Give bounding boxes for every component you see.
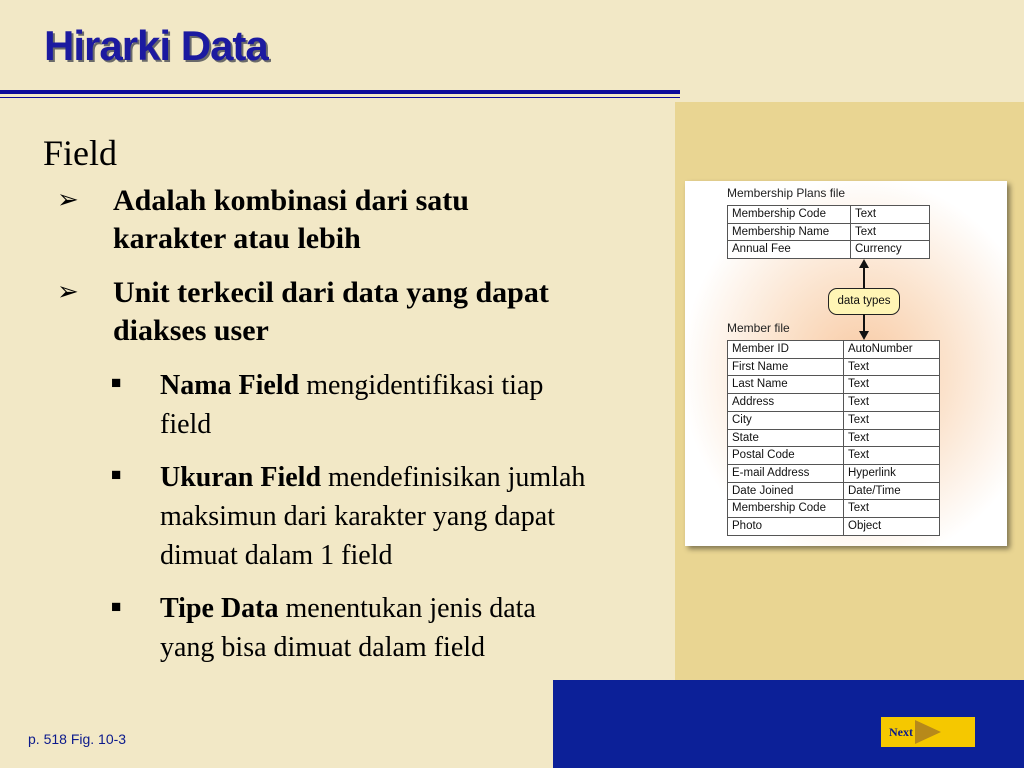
field-type-cell: Object	[844, 518, 940, 536]
field-type-cell: Text	[844, 376, 940, 394]
field-name-cell: Postal Code	[728, 447, 844, 465]
field-name-cell: Membership Code	[728, 500, 844, 518]
next-arrow-icon	[915, 720, 941, 744]
field-name-cell: E-mail Address	[728, 464, 844, 482]
table-row	[728, 394, 940, 412]
field-type-cell: AutoNumber	[844, 341, 940, 359]
subbullet-text: dimuat dalam 1 field	[160, 540, 393, 571]
field-type-cell: Text	[851, 223, 930, 241]
plans-file-label: Membership Plans file	[727, 186, 846, 200]
field-name-cell: Address	[728, 394, 844, 412]
subbullet-term: Tipe Data	[160, 593, 279, 624]
field-name-cell: City	[728, 411, 844, 429]
bullet-arrow-icon: ➢	[57, 185, 79, 214]
table-row	[728, 500, 940, 518]
member-file-label: Member file	[727, 321, 790, 335]
field-type-cell: Text	[844, 411, 940, 429]
subbullet-text: menentukan jenis data	[278, 593, 536, 624]
table-row	[728, 429, 940, 447]
field-type-cell: Text	[844, 447, 940, 465]
subbullet-text: yang bisa dimuat dalam field	[160, 632, 486, 663]
table-row	[728, 464, 940, 482]
subbullet-term: Nama Field	[160, 370, 300, 401]
bullet-text-line: karakter atau lebih	[113, 222, 361, 255]
subbullet-text: field	[160, 409, 212, 440]
field-name-cell: Annual Fee	[728, 241, 851, 259]
bullet-text-line: Unit terkecil dari data yang dapat	[113, 276, 549, 309]
square-bullet-icon: ■	[111, 373, 122, 392]
subbullet-text: mengidentifikasi tiap	[299, 370, 544, 401]
field-type-cell: Text	[844, 429, 940, 447]
connector-line	[863, 267, 865, 289]
plans-table	[727, 205, 930, 259]
field-type-cell: Text	[844, 394, 940, 412]
title-divider-thick	[0, 90, 680, 94]
table-row	[728, 447, 940, 465]
field-type-cell: Text	[844, 358, 940, 376]
table-row	[728, 518, 940, 536]
square-bullet-icon: ■	[111, 597, 122, 616]
arrow-down-icon	[859, 331, 869, 340]
field-name-cell: Date Joined	[728, 482, 844, 500]
field-type-cell: Text	[844, 500, 940, 518]
field-name-cell: Membership Name	[728, 223, 851, 241]
field-name-cell: First Name	[728, 358, 844, 376]
table-row	[728, 482, 940, 500]
table-row	[728, 341, 940, 359]
field-name-cell: Photo	[728, 518, 844, 536]
field-type-cell: Currency	[851, 241, 930, 259]
table-row	[728, 223, 930, 241]
subbullet-item	[160, 589, 690, 667]
table-row	[728, 206, 930, 224]
data-types-label: data types	[828, 288, 900, 315]
field-name-cell: Membership Code	[728, 206, 851, 224]
subbullet-item	[160, 366, 690, 444]
field-type-cell: Text	[851, 206, 930, 224]
field-type-cell: Hyperlink	[844, 464, 940, 482]
table-row	[728, 358, 940, 376]
field-name-cell: Last Name	[728, 376, 844, 394]
subbullet-item	[160, 458, 690, 575]
subbullet-text: maksimun dari karakter yang dapat	[160, 501, 555, 532]
field-name-cell: State	[728, 429, 844, 447]
table-row	[728, 376, 940, 394]
table-row	[728, 241, 930, 259]
next-button-label: Next	[889, 725, 913, 739]
members-table	[727, 340, 940, 536]
subbullet-text: mendefinisikan jumlah	[321, 462, 586, 493]
bullet-text-line: Adalah kombinasi dari satu	[113, 184, 469, 217]
bullet-text-line: diakses user	[113, 314, 269, 347]
table-row	[728, 411, 940, 429]
bullet-item	[113, 274, 673, 350]
bullet-item	[113, 182, 673, 258]
field-type-cell: Date/Time	[844, 482, 940, 500]
square-bullet-icon: ■	[111, 465, 122, 484]
page-title: Hirarki Data	[44, 22, 268, 69]
next-button[interactable]	[881, 717, 975, 747]
field-name-cell: Member ID	[728, 341, 844, 359]
figure-caption: p. 518 Fig. 10-3	[28, 731, 127, 747]
figure-data-types	[685, 181, 1007, 546]
connector-line	[863, 314, 865, 332]
subbullet-term: Ukuran Field	[160, 462, 322, 493]
section-heading: Field	[43, 133, 118, 173]
bullet-arrow-icon: ➢	[57, 277, 79, 306]
title-divider-thin	[0, 97, 680, 98]
